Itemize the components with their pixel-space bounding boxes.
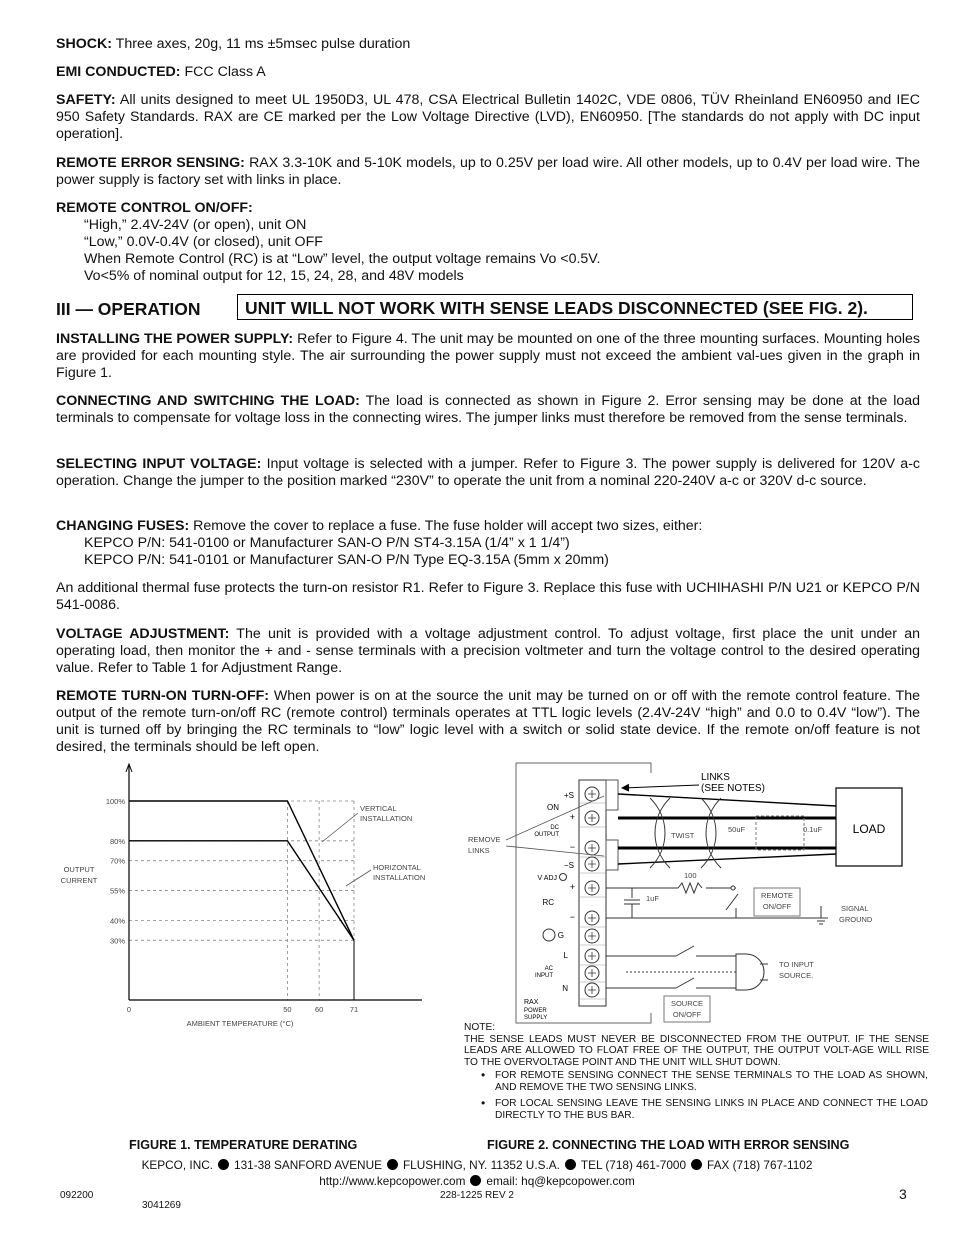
x-axis-label: AMBIENT TEMPERATURE (°C) (186, 1019, 294, 1028)
terminal-label: +S (563, 791, 574, 800)
para-text: The unit is provided with a voltage adjustment control. To adjust voltage, first place the unit under an operating load, then monitor the + and - sense terminals with a precision voltmeter and turn the voltage control to the desired operating value. Refer to Table 1 for Adjustment Range. (56, 626, 921, 676)
terminal-label: OUTPUT (534, 832, 559, 838)
input-source-label: TO INPUT (779, 960, 814, 969)
series-label-horizontal: INSTALLATION (373, 873, 426, 882)
y-axis-label: CURRENT (60, 876, 98, 885)
para-fuses (56, 518, 920, 569)
spec-line: Vo<5% of nominal output for 12, 15, 24, 28, and 48V models (84, 268, 464, 284)
svg-text:−: − (569, 842, 575, 852)
para-voltage (56, 626, 920, 677)
page-number: 3 (899, 1186, 907, 1202)
spec-text: All units designed to meet UL 1950D3, UL 478, CSA Electrical Bulletin 1402C, VDE 0806, TÜV Rheinland EN60950 and IEC 950 Safety Standards. RAX are CE marked per the Low Voltage Directive (LVD), EN60950. [The standards do not apply with DC input operation]. (56, 92, 920, 142)
input-source-label: SOURCE. (779, 971, 814, 980)
series-label-vertical: VERTICAL (360, 804, 397, 813)
footer-company: KEPCO, INC. (141, 1158, 214, 1172)
footer-tel: TEL (718) 461-7000 (580, 1158, 687, 1172)
spec-line: When Remote Control (RC) is at “Low” level, the output voltage remains Vo <0.5V. (84, 251, 601, 267)
rax-label: RAX (524, 999, 539, 1006)
bullet-dot-icon (387, 1159, 398, 1170)
spec-label: EMI CONDUCTED: (56, 64, 181, 80)
spec-label: REMOTE CONTROL ON/OFF: (56, 200, 253, 216)
para-text: Refer to Figure 4. The unit may be mounted on one of the three mounting surfaces. Mounting holes are provided for each mounting style. The air surrounding the power supply must not exceed the ambient val-ues given in the graph in Figure 1. (56, 331, 920, 381)
spec-label: SAFETY: (56, 92, 116, 108)
footer-email[interactable]: email: hq@kepcopower.com (486, 1174, 635, 1188)
spec-line: “High,” 2.4V-24V (or open), unit ON (84, 217, 307, 233)
spec-text: FCC Class A (184, 64, 266, 80)
para-installing (56, 331, 920, 382)
rax-label: POWER (524, 1008, 547, 1014)
bullet-text: FOR LOCAL SENSING LEAVE THE SENSING LINKS IN PLACE AND CONNECT THE LOAD DIRECTLY TO THE BUS BAR. (495, 1098, 928, 1121)
para-text: Input voltage is selected with a jumper. Refer to Figure 3. The power supply is delivered for 120V a-c operation. Change the jumper to the position marked “230V” to operate the unit from a nominal 220-240V a-c or 320V d-c source. (56, 456, 921, 489)
date-code: 092200 (60, 1190, 94, 1201)
spec-remote-error (56, 155, 920, 189)
terminal-screw-slot (588, 844, 596, 852)
terminal-label: DC (550, 825, 559, 831)
footer-street: 131-38 SANFORD AVENUE (234, 1158, 382, 1172)
spec-emi (56, 64, 920, 81)
source-box-label: ON/OFF (672, 1010, 702, 1019)
terminal-screw-slot (588, 790, 596, 798)
bullet-dot: • (481, 1096, 486, 1110)
footer-fax: FAX (718) 767-1102 (707, 1158, 813, 1172)
spec-text: RAX 3.3-10K and 5-10K models, up to 0.25V per load wire. All other models, up to 0.4V per load wire. The power supply is factory set with links in place. (56, 155, 920, 188)
note-bullet (481, 1098, 928, 1121)
section-title: III — OPERATION (56, 299, 201, 319)
remote-box-label: ON/OFF (762, 902, 792, 911)
wiring-diagram (446, 758, 936, 1026)
terminal-label: V ADJ (537, 875, 557, 882)
spec-label: REMOTE ERROR SENSING: (56, 155, 245, 171)
x-tick-label: 71 (349, 1005, 359, 1014)
svg-text:−: − (569, 912, 575, 922)
spec-safety (56, 92, 920, 143)
part-code: 3041269 (142, 1200, 181, 1211)
para-label: CONNECTING AND SWITCHING THE LOAD: (56, 393, 360, 409)
remote-box-label: REMOTE (760, 891, 794, 900)
derating-chart (50, 758, 450, 1038)
bullet-dot-icon (218, 1159, 229, 1170)
bullet-dot: • (481, 1068, 486, 1082)
para-label: INSTALLING THE POWER SUPPLY: (56, 331, 294, 347)
para-label: REMOTE TURN-ON TURN-OFF: (56, 688, 270, 704)
y-tick-label: 70% (109, 856, 125, 866)
resistor-label: 100 (684, 871, 697, 880)
terminal-label: N (562, 984, 568, 993)
series-line-horizontal (129, 841, 354, 941)
series-label-vertical: INSTALLATION (360, 814, 413, 823)
terminal-label: −S (563, 861, 574, 870)
terminal-screw-slot (588, 969, 596, 977)
footer-address (0, 1158, 954, 1172)
svg-text:+: + (569, 882, 575, 892)
note-text: THE SENSE LEADS MUST NEVER BE DISCONNECTED FROM THE OUTPUT. IF THE SENSE LEADS ARE ALLOWED TO FLOAT FREE OF THE OUTPUT, THE OUTPUT VOLT-AGE WILL RISE TO THE OVERVOLTAGE POINT AND THE UNIT WILL SHUT DOWN. (464, 1033, 929, 1068)
load-label: LOAD (852, 822, 886, 836)
warning-box: UNIT WILL NOT WORK WITH SENSE LEADS DISCONNECTED (SEE FIG. 2). (237, 294, 913, 320)
capacitor-label: 0.1uF (803, 825, 823, 834)
para-text: Remove the cover to replace a fuse. The fuse holder will accept two sizes, either: (193, 518, 703, 534)
terminal-screw-slot (588, 914, 596, 922)
leader-line (322, 813, 358, 842)
svg-text:+: + (569, 812, 575, 822)
terminal-label: G (557, 931, 564, 940)
capacitor-label: 1uF (646, 894, 659, 903)
para-label: VOLTAGE ADJUSTMENT: (56, 626, 230, 642)
leader-line (346, 870, 371, 886)
terminal-label: AC (544, 966, 553, 972)
para-thermal (56, 580, 920, 614)
para-text: The load is connected as shown in Figure 2. Error sensing may be done at the load terminals to compensate for voltage loss in the connecting wires. The jumper links must therefore be removed from the sense terminals. (56, 393, 921, 426)
source-box-label: SOURCE (670, 999, 704, 1008)
fuse-line: KEPCO P/N: 541-0101 or Manufacturer SAN-O P/N Type EQ-3.15A (5mm x 20mm) (84, 552, 609, 568)
remove-links-label: REMOVE (468, 835, 501, 844)
capacitor-label: 50uF (728, 825, 746, 834)
x-tick-label: 60 (314, 1005, 324, 1014)
figure1-caption: FIGURE 1. TEMPERATURE DERATING (129, 1138, 358, 1152)
terminal-screw-slot (588, 814, 596, 822)
spec-text: Three axes, 20g, 11 ms ±5msec pulse duration (115, 36, 411, 52)
bullet-text: FOR REMOTE SENSING CONNECT THE SENSE TERMINALS TO THE LOAD AS SHOWN, AND REMOVE THE TWO SENSING LINKS. (495, 1070, 928, 1093)
para-remote (56, 688, 920, 756)
para-text: An additional thermal fuse protects the turn-on resistor R1. Refer to Figure 3. Replace this fuse with UCHIHASHI P/N U21 or KEPCO P/N 541-0086. (56, 580, 920, 613)
terminal-label: RC (542, 898, 554, 907)
y-tick-label: 100% (105, 797, 125, 806)
bullet-dot-icon (565, 1159, 576, 1170)
remove-links-label: LINKS (468, 846, 490, 855)
footer-web[interactable]: http://www.kepcopower.com (319, 1174, 466, 1188)
y-tick-label: 55% (109, 886, 125, 896)
x-tick-label: 50 (283, 1005, 292, 1014)
links-label: LINKS (701, 772, 730, 783)
bullet-dot-icon (470, 1175, 481, 1186)
figure-note (464, 1022, 929, 1068)
figure2-caption: FIGURE 2. CONNECTING THE LOAD WITH ERROR SENSING (487, 1138, 850, 1152)
spec-label: SHOCK: (56, 36, 112, 52)
signal-ground-label: SIGNAL (841, 904, 869, 913)
series-label-horizontal: HORIZONTAL (373, 863, 421, 872)
footer-contact (0, 1174, 954, 1188)
para-label: CHANGING FUSES: (56, 518, 190, 534)
terminal-screw-slot (588, 860, 596, 868)
rax-label: SUPPLY (524, 1015, 548, 1021)
terminal-screw-slot (588, 986, 596, 994)
footer-city: FLUSHING, NY. 11352 U.S.A. (402, 1158, 560, 1172)
para-text: When power is on at the source the unit may be turned on or off with the remote control feature. The output of the remote turn-on/off RC (remote control) terminals operates at TTL logic levels (2.4V-24V “high” and 0.0 to 0.4V “low”). The unit is turned off by bringing the RC terminals to “low” logic level with a switch or solid state device. If the remote on/off feature is not desired, the terminals should be left open. (56, 688, 920, 755)
spec-remote-control (56, 200, 920, 285)
y-tick-label: 30% (109, 936, 125, 946)
twist-label: TWIST (671, 831, 695, 840)
para-label: SELECTING INPUT VOLTAGE: (56, 456, 262, 472)
y-tick-label: 80% (109, 836, 125, 846)
doc-number: 228-1225 REV 2 (440, 1190, 514, 1201)
section-heading (56, 294, 920, 324)
terminal-screw-slot (588, 932, 596, 940)
series-line-vertical (129, 801, 354, 940)
signal-ground-label: GROUND (839, 915, 873, 924)
terminal-screw-slot (588, 884, 596, 892)
y-tick-label: 40% (109, 916, 125, 926)
fuse-line: KEPCO P/N: 541-0100 or Manufacturer SAN-O P/N ST4-3.15A (1/4” x 1 1/4”) (84, 535, 570, 551)
x-tick-label: 0 (126, 1005, 132, 1014)
bullet-dot-icon (691, 1159, 702, 1170)
terminal-label: ON (547, 803, 559, 812)
terminal-label: L (563, 951, 568, 960)
y-axis-label: OUTPUT (63, 865, 95, 874)
links-label: (SEE NOTES) (701, 783, 765, 794)
note-heading: NOTE: (464, 1022, 496, 1033)
note-bullet (481, 1070, 928, 1093)
terminal-label: INPUT (535, 973, 553, 979)
spec-line: “Low,” 0.0V-0.4V (or closed), unit OFF (84, 234, 323, 250)
para-connecting (56, 393, 920, 427)
para-selecting (56, 456, 920, 490)
terminal-screw-slot (588, 952, 596, 960)
spec-shock (56, 36, 920, 53)
